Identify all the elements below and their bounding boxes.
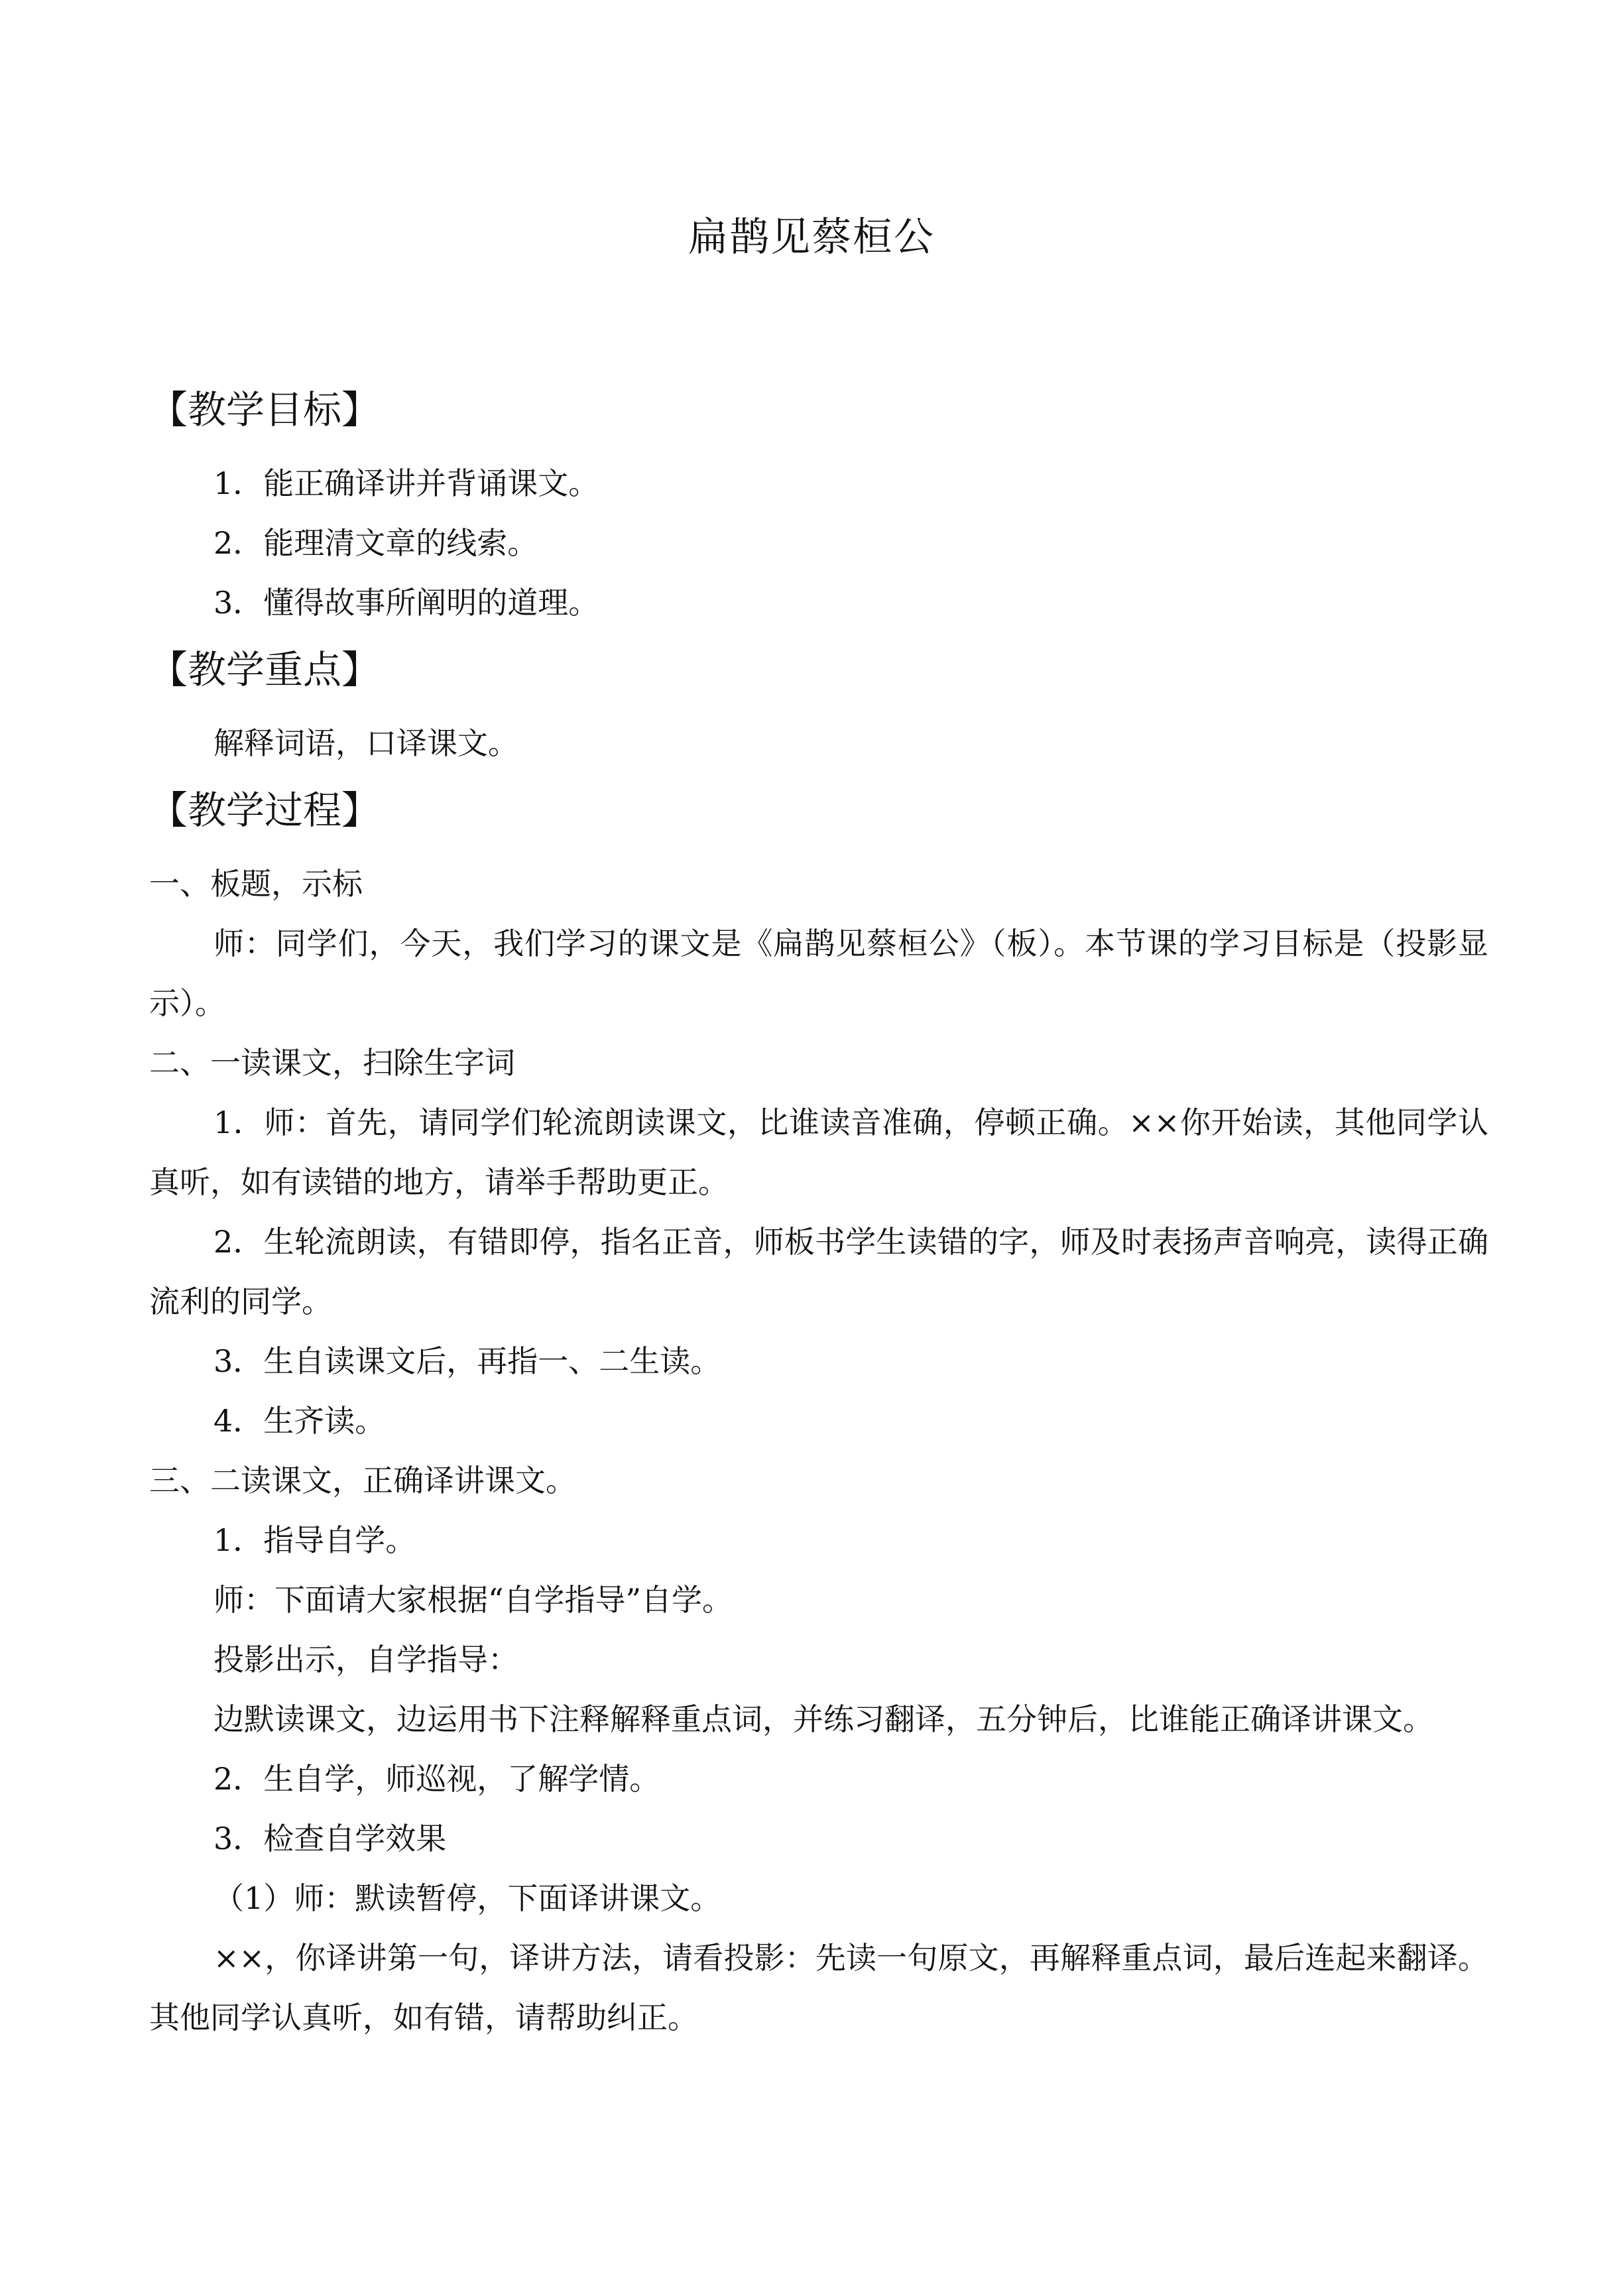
process-paragraph: 2．生轮流朗读，有错即停，指名正音，师板书学生读错的字，师及时表扬声音响亮，读得正确流利的同学。 xyxy=(149,1224,1488,1319)
process-paragraph: 1．师：首先，请同学们轮流朗读课文，比谁读音准确，停顿正确。××你开始读，其他同学认真听，如有读错的地方，请举手帮助更正。 xyxy=(149,1105,1488,1200)
section-heading-focus: 【教学重点】 xyxy=(149,647,381,692)
process-part-title: 一、板题，示标 xyxy=(149,866,363,902)
process-paragraph: ××，你译讲第一句，译讲方法，请看投影：先读一句原文，再解释重点词，最后连起来翻译。其他同学认真听，如有错，请帮助纠正。 xyxy=(149,1940,1488,2035)
process-paragraph: 2．生自学，师巡视，了解学情。 xyxy=(213,1761,660,1797)
process-paragraph: 4．生齐读。 xyxy=(213,1403,386,1439)
goal-item: 2．能理清文章的线索。 xyxy=(213,525,538,561)
goal-item: 3．懂得故事所阐明的道理。 xyxy=(213,585,599,621)
process-paragraph: 师：下面请大家根据“自学指导”自学。 xyxy=(213,1582,733,1618)
section-heading-process: 【教学过程】 xyxy=(149,788,381,833)
section-heading-goals: 【教学目标】 xyxy=(149,387,381,432)
process-part-title: 二、一读课文，扫除生字词 xyxy=(149,1045,515,1081)
process-paragraph: 师：同学们，今天，我们学习的课文是《扁鹊见蔡桓公》（板）。本节课的学习目标是（投影显示）。 xyxy=(149,926,1488,1021)
process-paragraph: 投影出示，自学指导： xyxy=(213,1642,518,1677)
process-paragraph: （1）师：默读暂停，下面译讲课文。 xyxy=(213,1880,721,1916)
process-part-title: 三、二读课文，正确译讲课文。 xyxy=(149,1463,576,1498)
focus-text: 解释词语，口译课文。 xyxy=(213,725,518,761)
process-paragraph: 边默读课文，边运用书下注释解释重点词，并练习翻译，五分钟后，比谁能正确译讲课文。 xyxy=(213,1701,1433,1737)
goal-item: 1．能正确译讲并背诵课文。 xyxy=(213,465,599,501)
document-title: 扁鹊见蔡桓公 xyxy=(688,214,935,261)
process-paragraph: 1．指导自学。 xyxy=(213,1522,416,1558)
document-body xyxy=(149,385,1488,2047)
process-paragraph: 3．生自读课文后，再指一、二生读。 xyxy=(213,1343,721,1379)
process-paragraph: 3．检查自学效果 xyxy=(213,1821,447,1856)
